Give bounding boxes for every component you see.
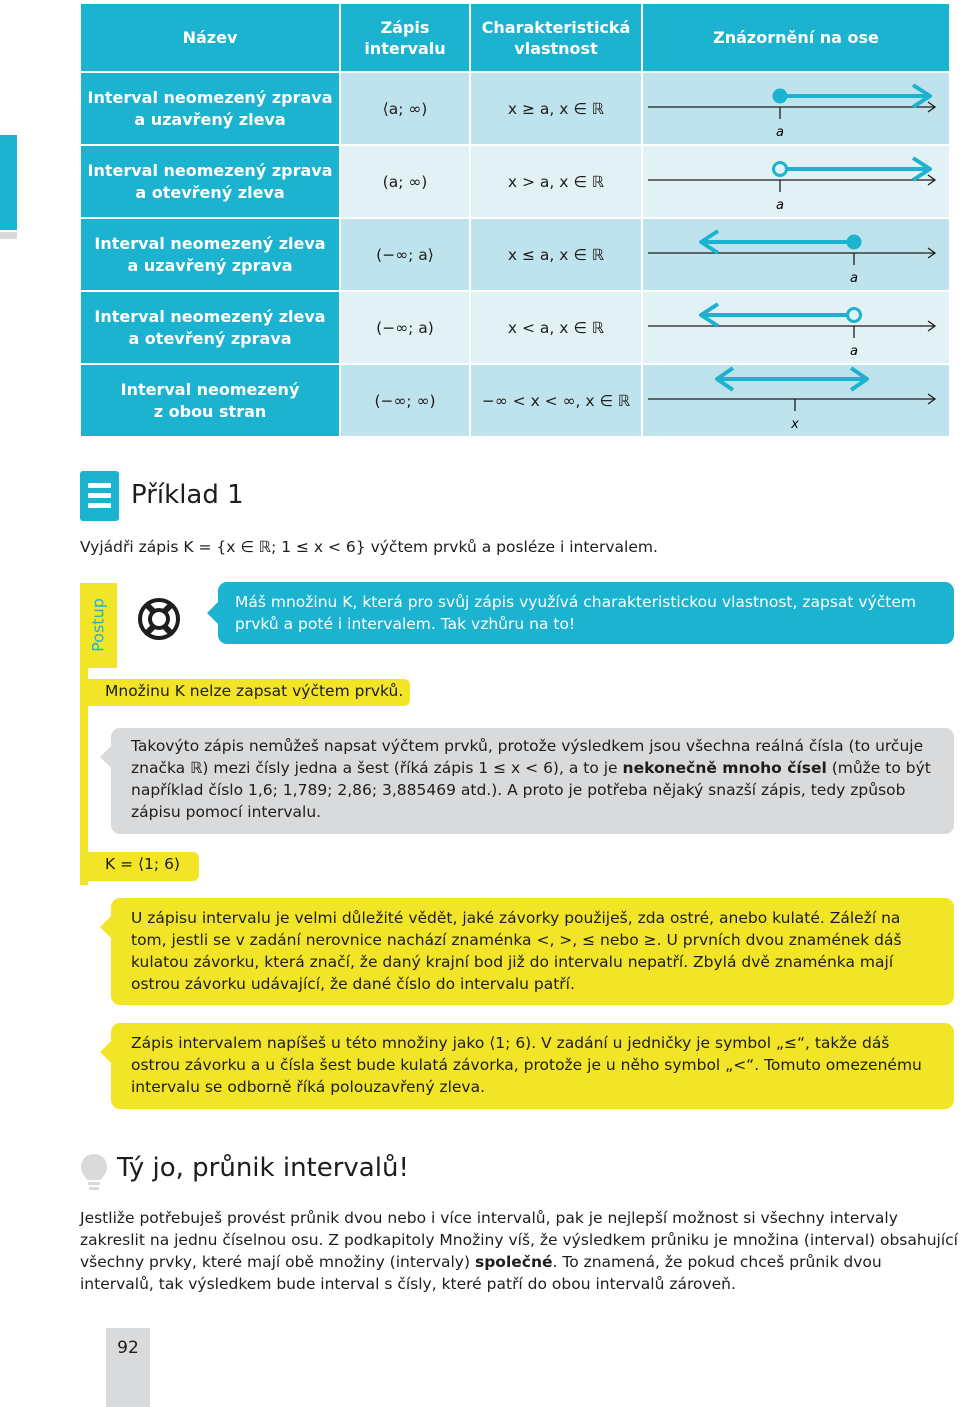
explanation-text-a: Takovýto zápis nemůžeš napsat výčtem prvků, protože výsledkem jsou všechna reálná čísla (to určuje značka ℝ) mezi čísly jedna a šest (říká zápis 1 ≤ x < 6), a to je bbox=[131, 737, 924, 777]
number-line-closed-right-ray bbox=[643, 219, 948, 290]
row-vlastnost: −∞ < x < ∞, x ∈ ℝ bbox=[471, 365, 641, 436]
example-list-icon bbox=[80, 471, 119, 521]
row-vlastnost: x < a, x ∈ ℝ bbox=[471, 292, 641, 363]
header-zapis-line2: intervalu bbox=[364, 38, 446, 58]
row-axis bbox=[643, 365, 949, 436]
row-name bbox=[81, 146, 339, 217]
explanation-bubble bbox=[111, 728, 954, 834]
row-name-line2: z obou stran bbox=[153, 401, 267, 421]
header-nazev: Název bbox=[81, 4, 339, 71]
tip-text-b: . To znamená, že pokud chceš průnik dvou intervalů, tak výsledkem bude interval s čísly, které patří do obou intervalů zároveň. bbox=[80, 1253, 882, 1293]
number-line-open-right-ray bbox=[643, 292, 948, 363]
header-vlastnost bbox=[471, 4, 641, 71]
example-title: Příklad 1 bbox=[131, 480, 244, 510]
brackets-note-bubble: U zápisu intervalu je velmi důležité vědět, jaké závorky použiješ, zda ostré, anebo kulaté. Záleží na tom, jestli se v zadání nerovnice nachází znaménka <, >, ≤ nebo ≥. U prvních dvou znamének dáš kulatou závorku, která značí, že daný krajní bod již do intervalu nepatří. Zbylá dvě znaménka mají ostrou závorku udávající, že dané číslo do intervalu patří. bbox=[111, 898, 954, 1005]
row-name bbox=[81, 365, 339, 436]
header-vlastnost-line2: vlastnost bbox=[514, 38, 598, 58]
page-number: 92 bbox=[117, 1338, 139, 1358]
explanation-text-b: (může to být například číslo 1,6; 1,789; 2,86; 3,885469 atd.). A proto je potřeba nějaký snazší zápis, tedy způsob zápisu pomocí intervalu. bbox=[131, 759, 931, 821]
row-name-line2: a uzavřený zleva bbox=[134, 109, 286, 129]
row-axis bbox=[643, 146, 949, 217]
axis-label: a bbox=[850, 271, 858, 286]
row-name-line1: Interval neomezený zprava bbox=[87, 160, 333, 180]
interval-note-bubble: Zápis intervalem napíšeš u této množiny jako ⟨1; 6). V zadání u jedničky je symbol „≤“, takže dáš ostrou závorku a u čísla šest bude kulatá závorka, protože je u něho symbol „<“. Tomuto omezenému intervalu se odborně říká polouzavřený zleva. bbox=[111, 1023, 954, 1109]
header-zapis bbox=[341, 4, 469, 71]
tip-title: Tý jo, průnik intervalů! bbox=[117, 1153, 409, 1183]
row-zapis: (−∞; a) bbox=[341, 292, 469, 363]
page-number-box bbox=[106, 1328, 150, 1407]
postup-label: Postup bbox=[88, 598, 108, 652]
explanation-bold: nekonečně mnoho čísel bbox=[622, 759, 827, 777]
postup-tab bbox=[80, 583, 117, 668]
instruction-bubble: Máš množinu K, která pro svůj zápis využívá charakteristickou vlastnost, zapsat výčtem prvků a poté i intervalem. Tak vzhůru na to! bbox=[218, 582, 954, 644]
row-name-line1: Interval neomezený zprava bbox=[87, 87, 333, 107]
row-vlastnost: x > a, x ∈ ℝ bbox=[471, 146, 641, 217]
table-row bbox=[81, 219, 949, 290]
chapter-side-tab bbox=[0, 135, 17, 230]
axis-label: a bbox=[850, 344, 858, 359]
row-axis bbox=[643, 219, 949, 290]
example-task: Vyjádři zápis K = {x ∈ ℝ; 1 ≤ x < 6} výčtem prvků a posléze i intervalem. bbox=[80, 538, 658, 556]
row-axis bbox=[643, 292, 949, 363]
answer-line-k-text: K = ⟨1; 6) bbox=[105, 855, 180, 873]
row-zapis: ⟨a; ∞) bbox=[341, 73, 469, 144]
row-name bbox=[81, 219, 339, 290]
header-zapis-line1: Zápis bbox=[380, 17, 430, 37]
axis-label: a bbox=[776, 198, 784, 213]
axis-label: x bbox=[791, 417, 799, 432]
intervals-table bbox=[79, 2, 951, 438]
row-name-line1: Interval neomezený zleva bbox=[94, 233, 326, 253]
tip-text bbox=[80, 1207, 960, 1295]
table-row bbox=[81, 365, 949, 436]
header-znazorneni: Znázornění na ose bbox=[643, 4, 949, 71]
row-vlastnost: x ≤ a, x ∈ ℝ bbox=[471, 219, 641, 290]
number-line-whole-axis bbox=[643, 365, 948, 436]
tip-text-a: Jestliže potřebuješ provést průnik dvou nebo i více intervalů, pak je nejlepší možnost si všechny intervaly zakreslit na jednu číselnou osu. Z podkapitoly Množiny víš, že výsledkem průniku je množina (interval) obsahující všechny prvky, které mají obě množiny (intervaly) bbox=[80, 1209, 958, 1271]
row-name-line1: Interval neomezený zleva bbox=[94, 306, 326, 326]
chapter-side-tab-gray bbox=[0, 232, 17, 239]
lightbulb-icon bbox=[79, 1152, 109, 1192]
row-name bbox=[81, 73, 339, 144]
row-axis bbox=[643, 73, 949, 144]
answer-line-k bbox=[80, 852, 199, 881]
lifebuoy-icon bbox=[135, 595, 183, 643]
answer-line-1-text: Množinu K nelze zapsat výčtem prvků. bbox=[105, 682, 404, 700]
axis-label: a bbox=[776, 125, 784, 140]
row-name bbox=[81, 292, 339, 363]
row-zapis: (−∞; a⟩ bbox=[341, 219, 469, 290]
row-zapis: (−∞; ∞) bbox=[341, 365, 469, 436]
answer-line-1 bbox=[80, 679, 410, 706]
row-name-line1: Interval neomezený bbox=[120, 379, 300, 399]
row-vlastnost: x ≥ a, x ∈ ℝ bbox=[471, 73, 641, 144]
table-row bbox=[81, 292, 949, 363]
table-row bbox=[81, 146, 949, 217]
table-row bbox=[81, 73, 949, 144]
number-line-closed-left-ray bbox=[643, 73, 948, 144]
row-zapis: (a; ∞) bbox=[341, 146, 469, 217]
number-line-open-left-ray bbox=[643, 146, 948, 217]
tip-text-bold: společné bbox=[474, 1253, 553, 1271]
row-name-line2: a uzavřený zprava bbox=[127, 255, 293, 275]
header-vlastnost-line1: Charakteristická bbox=[481, 17, 631, 37]
row-name-line2: a otevřený zleva bbox=[135, 182, 285, 202]
row-name-line2: a otevřený zprava bbox=[128, 328, 292, 348]
